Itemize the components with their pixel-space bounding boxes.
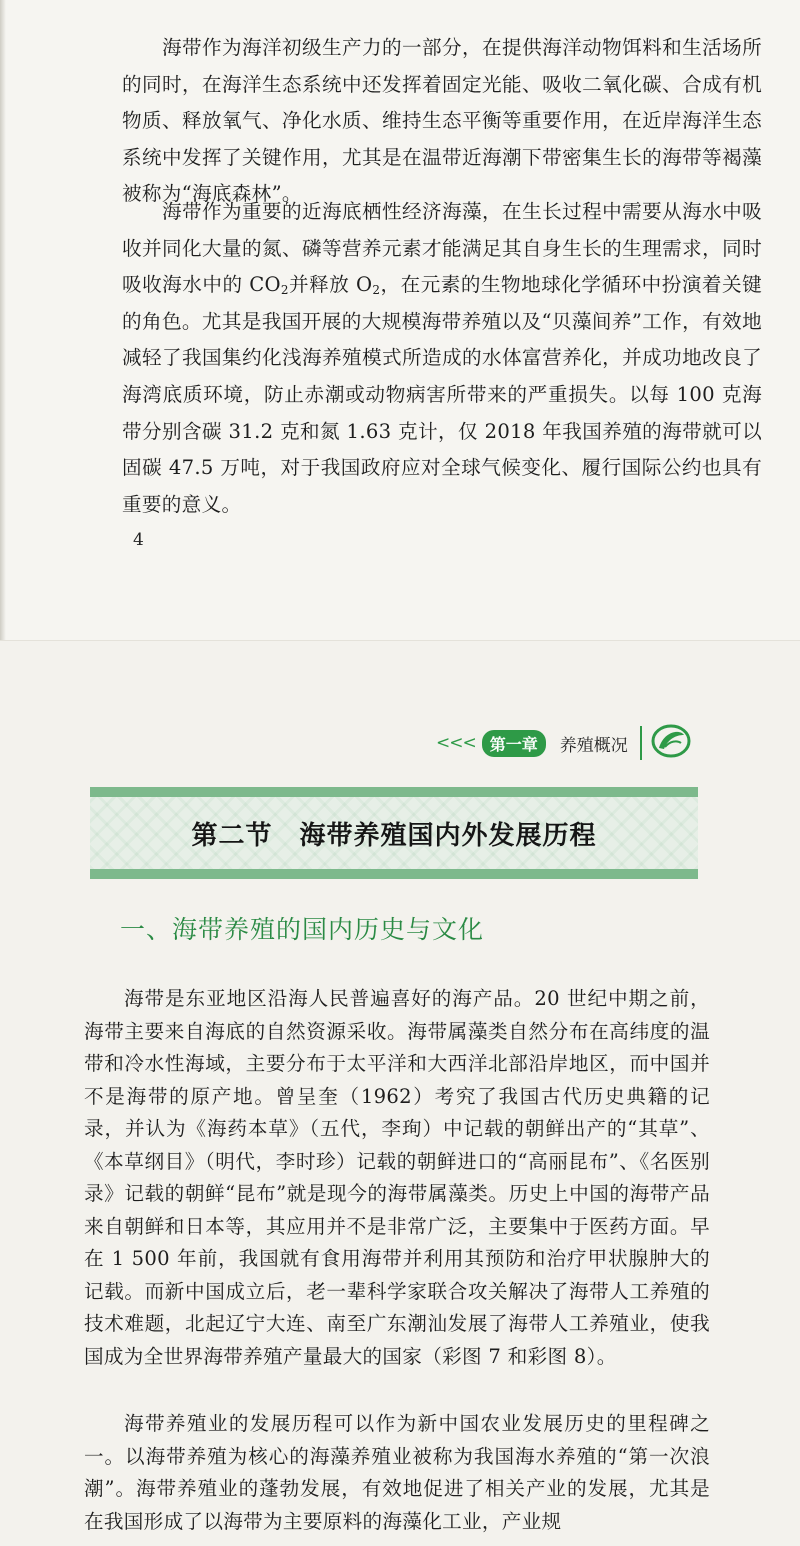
swirl-leaf-logo-icon — [650, 723, 692, 763]
body-paragraph-1: 海带作为海洋初级生产力的一部分，在提供海洋动物饵料和生活场所的同时，在海洋生态系统中还发挥着固定光能、吸收二氧化碳、合成有机物质、释放氧气、净化水质、维持生态平衡等重要作用，在近岸海洋生态系统中发挥了关键作用，尤其是在温带近海潮下带密集生长的海带等褐藻被称为“海底森林”。 — [122, 36, 762, 206]
chapter-name: 养殖概况 — [559, 735, 628, 756]
upper-page — [0, 0, 800, 641]
spine-shadow — [0, 0, 6, 640]
paragraph-2-text-b: 并释放 O — [288, 273, 373, 297]
paragraph-2-text-c: ，在元素的生物地球化学循环中扮演着关键的角色。尤其是我国开展的大规模海带养殖以及“贝藻间养”工作，有效地减轻了我国集约化浅海养殖模式所造成的水体富营养化，并成功地改良了海湾底质环境，防止赤潮或动物病害所带来的严重损失。以每 100 克海带分别含碳 31.2 克和氮 1.63 克计，仅 2018 年我国养殖的海带就可以固碳 47.5 万吨，对于我国政府应对全球气候变化、履行国际公约也具有重要的意义。 — [122, 273, 762, 516]
chapter-badge: 第一章 — [482, 730, 546, 757]
header-divider — [640, 726, 642, 760]
paragraph-2-text-a: 海带作为重要的近海底栖性经济海藻，在生长过程中需要从海水中吸收并同化大量的氮、磷等营养元素才能满足其自身生长的生理需求，同时吸收海水中的 CO — [122, 200, 762, 297]
running-header — [436, 723, 692, 763]
body-paragraph-3: 海带是东亚地区沿海人民普遍喜好的海产品。20 世纪中期之前，海带主要来自海底的自然资源采收。海带属藻类自然分布在高纬度的温带和冷水性海域，主要分布于太平洋和大西洋北部沿岸地区，而中国并不是海带的原产地。曾呈奎（1962）考究了我国古代历史典籍的记录，并认为《海药本草》（五代，李珣）中记载的朝鲜出产的“其草”、《本草纲目》（明代，李时珍）记载的朝鲜进口的“高丽昆布”、《名医别录》记载的朝鲜“昆布”就是现今的海带属藻类。历史上中国的海带产品来自朝鲜和日本等，其应用并不是非常广泛，主要集中于医药方面。早在 1 500 年前，我国就有食用海带并利用其预防和治疗甲状腺肿大的记载。而新中国成立后，老一辈科学家联合攻关解决了海带人工养殖的技术难题，北起辽宁大连、南至广东潮汕发展了海带人工养殖业，使我国成为全世界海带养殖产量最大的国家（彩图 7 和彩图 8）。 — [84, 987, 710, 1368]
section-title: 第二节 海带养殖国内外发展历程 — [191, 820, 597, 851]
subsection-heading: 一、海带养殖的国内历史与文化 — [120, 915, 485, 944]
section-banner — [90, 787, 698, 879]
page-number: 4 — [133, 530, 144, 550]
subscript-co2: 2 — [280, 283, 289, 298]
header-arrows: <<< — [436, 733, 476, 753]
body-paragraph-2 — [122, 194, 762, 523]
body-paragraph-4: 海带养殖业的发展历程可以作为新中国农业发展历史的里程碑之一。以海带养殖为核心的海藻养殖业被称为我国海水养殖的“第一次浪潮”。海带养殖业的蓬勃发展，有效地促进了相关产业的发展，尤其是在我国形成了以海带为主要原料的海藻化工业，产业规 — [84, 1412, 710, 1533]
subscript-o2: 2 — [372, 283, 381, 298]
